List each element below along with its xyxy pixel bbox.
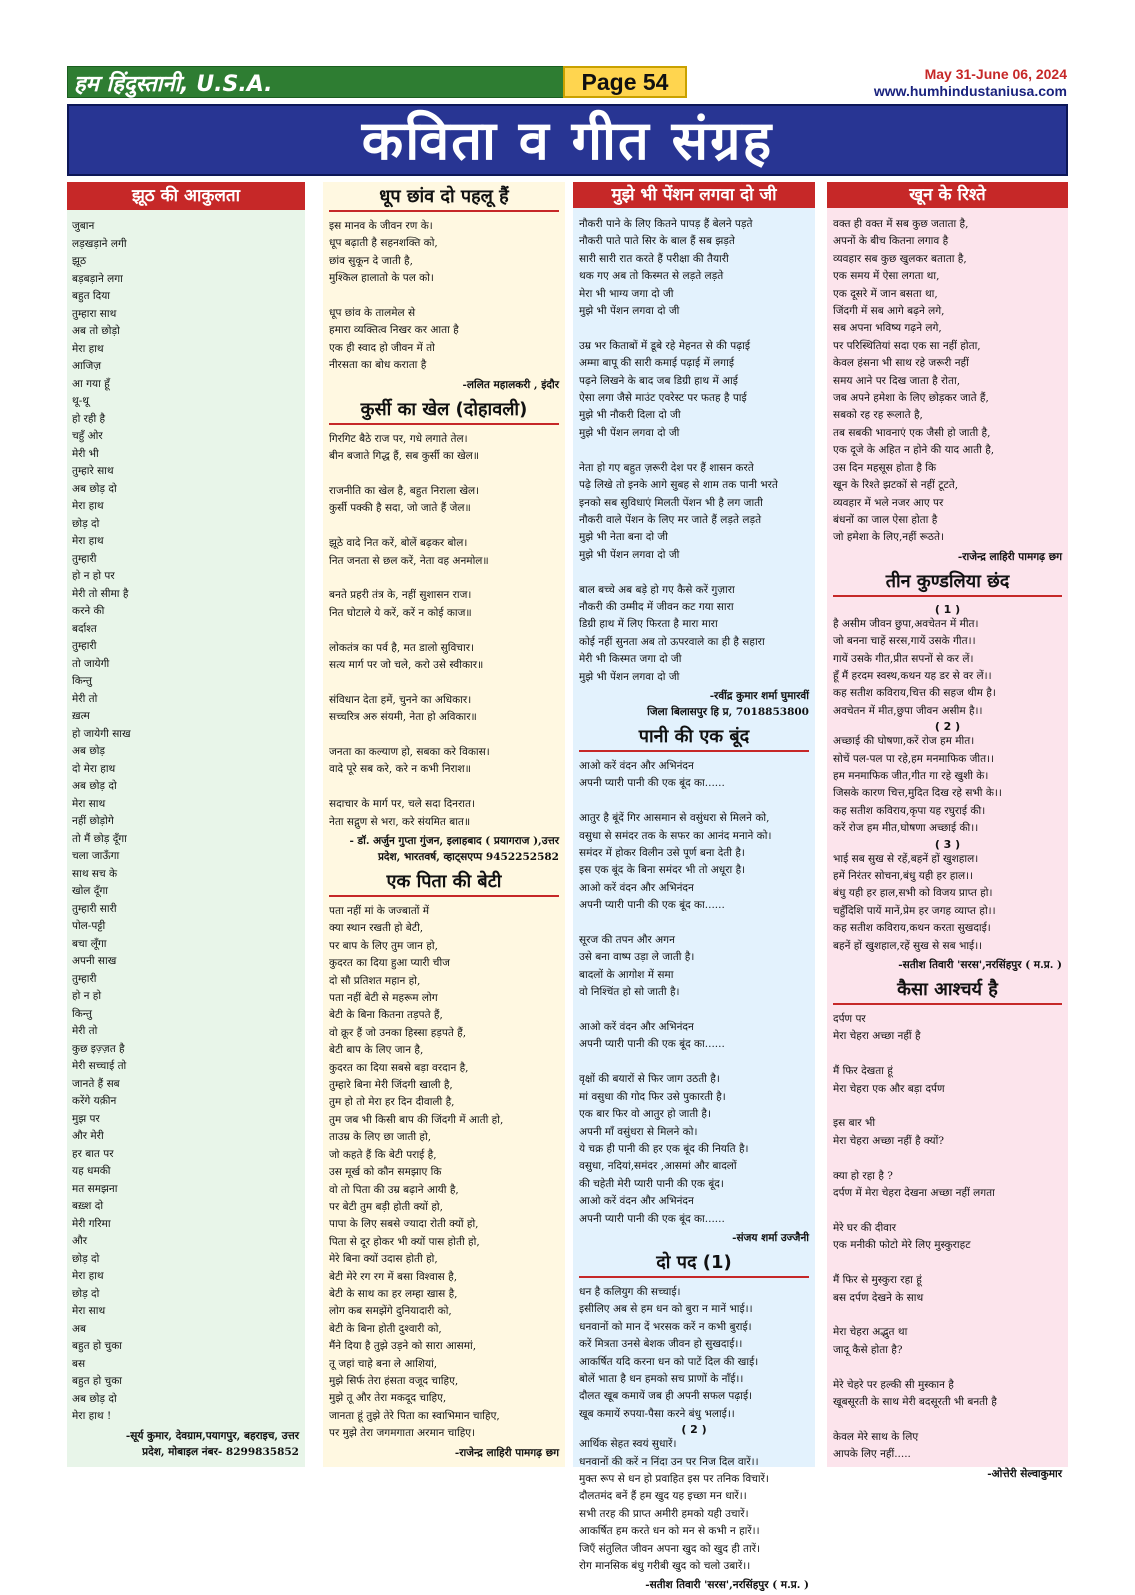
column-3 — [573, 182, 815, 1592]
stanza-number: ( 1 ) — [934, 602, 961, 616]
poem-body: आर्थिक सेहत स्वयं सुधारें। धनवानों की करें न निंदा उन पर निज दिल वारें।। मुक्त रूप से धन हो प्रवाहित इस पर तनिक विचारें। दौलतमंद बनें हैं हम खुद यह इच्छा मन धारें।। सभी तरह की प्राप्त अमीरी हमको यही उचारें। आकर्षित हम करते धन को मन से कभी न हारें।। जिएँ संतुलित जीवन अपना खुद को खुद ही तारें। रोग मानसिक बंधु गरीबी खुद को चलो उबारें।। — [579, 1438, 769, 1573]
poem-author: -राजेन्द्र लाहिरी पामगढ़ छग — [454, 1446, 559, 1459]
stanza-number: ( 3 ) — [934, 837, 961, 851]
section-banner — [67, 104, 1068, 176]
poem-body: वक्त ही वक्त में सब कुछ जताता है, अपनों के बीच कितना लगाव है व्यवहार सब कुछ खुलकर बताता है, एक समय में ऐसा लगता था, एक दूसरे में जान बसता था, जिंदगी में सब आगे बढ़ने लगे, सब अपना भविष्य गढ़ने लगे, पर परिस्थितियां सदा एक सा नहीं होता, केवल हंसना भी साथ रहे जरूरी नहीं समय आने पर दिख जाता है रोता, जब अपने हमेशा के लिए छोड़कर जाते हैं, सबको रह रह रूलाते है, तब सबकी भावनाएं एक जैसी हो जाती है, एक दूजे के अहित न होने की याद आती है, उस दिन महसूस होता है कि खून के रिश्ते झटकों से नहीं टूटते, व्यवहार में भले नजर आए पर बंधनों का जाल ऐसा होता है जो हमेशा के लिए,नहीं रूठते। — [833, 218, 995, 544]
poem-body: भाई सब सुख से रहें,बहनें हों खुशहाल। हमें निरंतर सोचना,बंधु यही हर हाल।। बंधु यही हर हाल,सभी को विजय प्राप्त हो। चहुँदिशि पायें मानें,प्रेम हर जगह व्याप्त हो।। कह सतीश कविराय,कथन करता सुखदाई। बहनें हों खुशहाल,रहें सुख से सब भाई।। — [833, 852, 996, 952]
poem-body: अच्छाई की घोषणा,करें रोज हम मीत। सोचें पल-पल पा रहे,हम मनमाफिक जीत।। हम मनमाफिक जीत,गीत गा रहे खुशी के। जिसके कारण चित्त,मुदित दिख रहे सभी के।। कह सतीश कविराय,कृपा यह रघुराई की। करें रोज हम मीत,घोषणा अच्छाई की।। — [833, 735, 1002, 835]
poem-title: धूप छांव दो पहलू हैं — [329, 184, 559, 212]
column-4 — [827, 182, 1068, 1480]
poem-title: खून के रिश्ते — [827, 182, 1068, 208]
brand-name: हम हिंदुस्तानी, U.S.A. — [74, 72, 273, 97]
poem-body: है असीम जीवन छुपा,अवचेतन में मीत। जो बनना चाहें सरस,गायें उसके गीत।। गायें उसके गीत,प्रीत सपनों से कर लें। हूँ मैं हरदम स्वस्थ,कथन यह डर से वर लें।। कह सतीश कविराय,चित्त की सहज थीम है। अवचेतन में मीत,छुपा जीवन असीम है।। — [833, 617, 996, 717]
poem-author: -सतीश तिवारी 'सरस',नरसिंहपुर ( म.प्र. ) — [898, 959, 1062, 972]
column-2 — [323, 182, 565, 1467]
poem-author: -ललित महालकरी , इंदौर — [462, 378, 559, 391]
stanza-number: ( 2 ) — [681, 1423, 707, 1437]
poem-author: -रवींद्र कुमार शर्मा घुमारवीं जिला बिलासपुर हि प्र, 7018853800 — [647, 689, 809, 718]
poem-title: एक पिता की बेटी — [329, 869, 559, 897]
poem-body: धन है कलियुग की सच्चाई। इसीलिए अब से हम धन को बुरा न मानें भाई।। धनवानों को मान दें भरसक करें न कभी बुराई। करें मित्रता उनसे बेशक जीवन हो सुखदाई।। आकर्षित यदि करना धन को पाटें दिल की खाई। बोलें भाता है धन हमको सच प्राणों के नाँई।। दौलत खूब कमायें जब ही अपनी सफल पढ़ाई। खूब कमायें रुपया-पैसा करने बंधु भलाई।। — [579, 1285, 759, 1420]
column-1 — [67, 182, 305, 1467]
poem-author: -ओत्तेरी सेल्वाकुमार — [987, 1467, 1062, 1480]
website-link[interactable]: www.humhindustaniusa.com — [873, 83, 1067, 99]
poem-author: - डॉ. अर्जुन गुप्ता गुंजन, इलाहबाद ( प्रयागराज ),उत्तर प्रदेश, भारतवर्ष, व्हाट्सएप्प 9452252582 — [349, 835, 559, 863]
issue-date-block — [874, 66, 1067, 100]
poem-title: कुर्सी का खेल (दोहावली) — [329, 397, 559, 425]
stanza-number: ( 2 ) — [934, 720, 961, 734]
poem-body: नौकरी पाने के लिए कितने पापड़ हैं बेलने पड़ते नौकरी पाते पाते सिर के बाल हैं सब झड़ते सारी सारी रात करते हैं परीक्षा की तैयारी थक गए अब तो किस्मत से लड़ते लड़ते मेरा भी भाग्य जगा दो जी मुझे भी पेंशन लगवा दो जी उम्र भर किताबों में डूबे रहे मेहनत से की पढ़ाई अम्मा बापू की सारी कमाई पढ़ाई में लगाई पढ़ने लिखने के बाद जब डिग्री हाथ में आई ऐसा लगा जैसे माउंट एवरेस्ट पर फतह है पाई मुझे भी नौकरी दिला दो जी मुझे भी पेंशन लगवा दो जी नेता हो गए बहुत ज़रूरी देश पर हैं शासन करते पढ़े लिखे तो इनके आगे सुबह से शाम तक पानी भरते इनको सब सुविधाएं मिलती पेंशन भी है लग जाती नौकरी वाले पेंशन के लिए मर जाते हैं लड़ते लड़ते मुझे भी नेता बना दो जी मुझे भी पेंशन लगवा दो जी बाल बच्चे अब बड़े हो गए कैसे करें गुज़ारा नौकरी की उम्मीद में जीवन कट गया सारा डिग्री हाथ में लिए फिरता है मारा मारा कोई नहीं सुनता अब तो ऊपरवाले का ही है सहारा मेरी भी किस्मत जगा दो जी मुझे भी पेंशन लगवा दो जी — [579, 218, 778, 683]
poem-body: दर्पण पर मेरा चेहरा अच्छा नहीं है मैं फिर देखता हूं मेरा चेहरा एक और बड़ा दर्पण इस बार भी मेरा चेहरा अच्छा नहीं है क्यों? क्या हो रहा है ? दर्पण में मेरा चेहरा देखना अच्छा नहीं लगता मेरे घर की दीवार एक मनीकी फोटो मेरे लिए मुस्कुराहट मैं फिर से मुस्कुरा रहा हूं बस दर्पण देखने के साथ मेरा चेहरा अद्भुत था जादू कैसे होता है? मेरे चेहरे पर हल्की सी मुस्कान है खूबसूरती के साथ मेरी बदसूरती भी बनती है केवल मेरे साथ के लिए आपके लिए नहीं..... — [833, 1013, 997, 1461]
poem-author: -संजय शर्मा उज्जैनी — [732, 1231, 809, 1244]
poem-author: -सतीश तिवारी 'सरस',नरसिंहपुर ( म.प्र. ) — [645, 1579, 809, 1592]
section-title: कविता व गीत संग्रह — [361, 109, 774, 172]
poem-body: आओ करें वंदन और अभिनंदन अपनी प्यारी पानी की एक बूंद का...... आतुर है बूंदें गिर आसमान से वसुंधरा से मिलने को, वसुधा से समंदर तक के सफर का आनंद मनाने को। समंदर में होकर विलीन उसे पूर्ण बना देती है। इस एक बूंद के बिना समंदर भी तो अधूरा है। आओ करें वंदन और अभिनंदन अपनी प्यारी पानी की एक बूंद का...... सूरज की तपन और अगन उसे बना वाष्प उड़ा ले जाती है। बादलों के आगोश में समा वो निश्चिंत हो सो जाती है। आओ करें वंदन और अभिनंदन अपनी प्यारी पानी की एक बूंद का...... वृक्षों की बयारों से फिर जाग उठती है। मां वसुधा की गोद फिर उसे पुकारती है। एक बार फिर वो आतुर हो जाती है। अपनी माँ वसुंधरा से मिलने को। ये चक्र ही पानी की हर एक बूंद की नियति है। वसुधा, नदियां,समंदर ,आसमां और बादलों की चहेती मेरी प्यारी पानी की एक बूंद। आओ करें वंदन और अभिनंदन अपनी प्यारी पानी की एक बूंद का...... — [579, 759, 772, 1225]
poem-body: जुबान लड़खड़ाने लगी झूठ बड़बड़ाने लगा बहुत दिया तुम्हारा साथ अब तो छोड़ो मेरा हाथ आजिज़ आ गया हूँ थू-थू हो रही है चहुँ ओर मेरी भी तुम्हारे साथ अब छोड़ दो मेरा हाथ छोड़ दो मेरा हाथ तुम्हारी हो न हो पर मेरी तो सीमा है करने की बर्दाश्त तुम्हारी तो जायेगी किन्तु मेरी तो ख़त्म हो जायेगी साख अब छोड़ दो मेरा हाथ अब छोड़ दो मेरा साथ नहीं छोड़ोगे तो मैं छोड़ दूँगा चला जाऊँगा साथ सच के खोल दूँगा तुम्हारी सारी पोल-पट्टी बचा लूँगा अपनी साख तुम्हारी हो न हो किन्तु मेरी तो कुछ इज़्ज़त है मेरी सच्चाई तो जानते हैं सब करेंगे यक़ीन मुझ पर और मेरी हर बात पर यह धमकी मत समझना बख़्श दो मेरी गरिमा और छोड़ दो मेरा हाथ छोड़ दो मेरा साथ अब बहुत हो चुका बस बहुत हो चुका अब छोड़ दो मेरा हाथ ! — [72, 220, 131, 1422]
poem-author: -राजेन्द्र लाहिरी पामगढ़ छग — [957, 550, 1062, 563]
poem-author: -सूर्य कुमार, देवग्राम,पयागपुर, बहराइच, उत्तर प्रदेश, मोबाइल नंबर- 8299835852 — [125, 1429, 299, 1458]
poem-body: गिरगिट बैठे राज पर, गधे लगाते तेल। बीन बजाते गिद्ध हैं, सब कुर्सी का खेल॥ राजनीति का खेल है, बहुत निराला खेल। कुर्सी पक्की है सदा, जो जाते हैं जेल॥ झूठे वादे नित करें, बोलें बढ़कर बोल। नित जनता से छल करें, नेता वह अनमोल॥ बनते प्रहरी तंत्र के, नहीं सुशासन राज। नित घोटाले ये करें, करें न कोई काज॥ लोकतंत्र का पर्व है, मत डालो सुविचार। सत्य मार्ग पर जो चले, करो उसे स्वीकार॥ संविधान देता हमें, चुनने का अधिकार। सच्चरित्र अरु संयमी, नेता हो अविकार॥ जनता का कल्याण हो, सबका करे विकास। वादे पूरे सब करे, करे न कभी निराश॥ सदाचार के मार्ग पर, चले सदा दिनरात। नेता सद्गुण से भरा, करे संयमित बात॥ — [329, 432, 490, 828]
poem-title: तीन कुण्डलिया छंद — [833, 569, 1062, 597]
page-number: Page 54 — [563, 66, 687, 98]
poem-body: पता नहीं मां के जज्बातों में क्या स्थान रखती हो बेटी, पर बाप के लिए तुम जान हो, कुदरत का दिया हुआ प्यारी चीज दो सौ प्रतिशत महान हो, पता नहीं बेटी से महरूम लोग बेटी के बिना कितना तड़पते हैं, वो क्रूर हैं जो उनका हिस्सा हड़पते हैं, बेटी बाप के लिए जान है, कुदरत का दिया सबसे बड़ा वरदान है, तुम्हारे बिना मेरी जिंदगी खाली है, तुम हो तो मेरा हर दिन दीवाली है, तुम जब भी किसी बाप की जिंदगी में आती हो, ताउम्र के लिए छा जाती हो, जो कहते हैं कि बेटी पराई है, उस मूर्ख को कौन समझाए कि वो तो पिता की उम्र बढ़ाने आयी है, पर बेटी तुम बड़ी होती क्यों हो, पापा के लिए सबसे ज्यादा रोती क्यों हो, पिता से दूर होकर भी क्यों पास होती हो, मेरे बिना क्यों उदास होती हो, बेटी मेरे रग रग में बसा विश्वास है, बेटी के साथ का हर लम्हा खास है, लोग कब समझेंगे दुनियादारी को, बेटी के बिना होती दुश्वारी को, मैंने दिया है तुझे उड़ने को सारा आसमां, तू जहां चाहे बना ले आशियां, मुझे सिर्फ तेरा हंसता वजूद चाहिए, मुझे तू और तेरा मकदूद चाहिए, जानता हूं तुझे तेरे पिता का स्वाभिमान चाहिए, पर मुझे तेरा जगमगाता अरमान चाहिए। — [329, 905, 504, 1440]
poem-title: पानी की एक बूंद — [579, 724, 809, 752]
poem-title: झूठ की आकुलता — [67, 182, 305, 210]
poem-title: कैसा आश्चर्य है — [833, 977, 1062, 1005]
poem-body: इस मानव के जीवन रण के। धूप बढ़ाती है सहनशक्ति को, छांव सुकून दे जाती है, मुश्किल हालातो के पल को। धूप छांव के तालमेल से हमारा व्यक्तित्व निखर कर आता है एक ही स्वाद हो जीवन में तो नीरसता का बोध कराता है — [329, 220, 459, 372]
poem-title: दो पद (1) — [579, 1250, 809, 1278]
poem-title: मुझे भी पेंशन लगवा दो जी — [573, 182, 815, 208]
issue-date: May 31-June 06, 2024 — [924, 66, 1067, 82]
